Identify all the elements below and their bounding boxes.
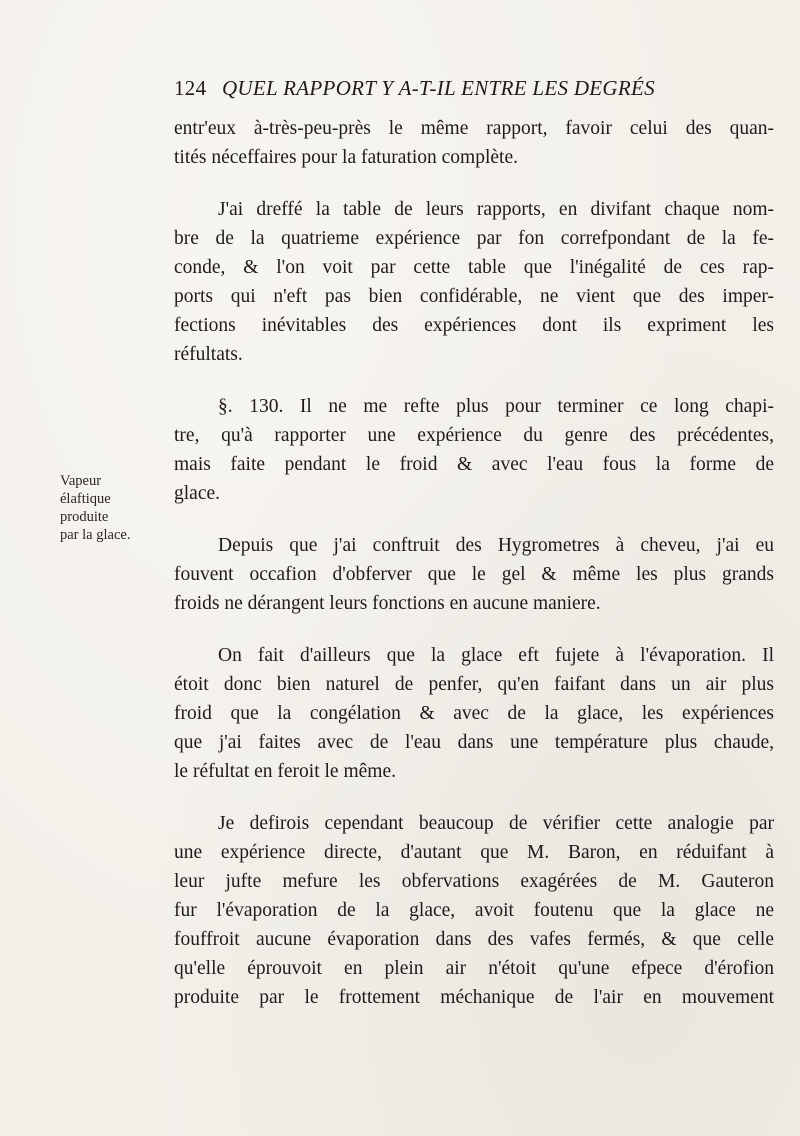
page-number: 124 (174, 76, 207, 100)
text-line: tre, qu'à rapporter une expérience du genre des précédentes, (174, 425, 774, 446)
text-line: tités néceffaires pour la faturation complète. (174, 147, 518, 168)
paragraph-table-of-ratios (174, 195, 774, 369)
text-line: mais faite pendant le froid & avec l'eau fous la forme de (174, 454, 774, 475)
text-line: leur jufte mefure les obfervations exagérées de M. Gauteron (174, 871, 774, 892)
body-text (174, 114, 774, 1012)
paragraph-baron-gauteron (174, 809, 774, 1012)
text-line: produite par le frottement méchanique de l'air en mouvement (174, 987, 774, 1008)
margin-note-line: Vapeur (60, 473, 102, 489)
text-line: le réfultat en feroit le même. (174, 761, 396, 782)
text-line: que j'ai faites avec de l'eau dans une température plus chaude, (174, 732, 774, 753)
paragraph-hygrometers (174, 531, 774, 618)
running-header (174, 76, 774, 101)
text-line: conde, & l'on voit par cette table que l'inégalité de ces rap- (174, 257, 774, 278)
text-line: On fait d'ailleurs que la glace eft fujete à l'évaporation. Il (218, 645, 774, 666)
paragraph-continuation (174, 114, 774, 172)
margin-note-line: produite (60, 509, 109, 525)
text-line: Je defirois cependant beaucoup de vérifier cette analogie par (218, 813, 774, 834)
margin-note-line: par la glace. (60, 527, 131, 543)
text-line: froids ne dérangent leurs fonctions en aucune maniere. (174, 593, 601, 614)
margin-note-line: élaftique (60, 491, 111, 507)
text-line: entr'eux à-très-peu-près le même rapport, favoir celui des quan- (174, 118, 774, 139)
running-title: QUEL RAPPORT Y A-T-IL ENTRE LES DEGRÉS (221, 76, 655, 100)
text-line: réfultats. (174, 344, 243, 365)
text-line: étoit donc bien naturel de penfer, qu'en faifant dans un air plus (174, 674, 774, 695)
text-line: froid que la congélation & avec de la glace, les expériences (174, 703, 774, 724)
text-line: fouvent occafion d'obferver que le gel & même les plus grands (174, 564, 774, 585)
paragraph-section-130 (174, 392, 774, 508)
text-line: Depuis que j'ai conftruit des Hygrometres à cheveu, j'ai eu (218, 535, 774, 556)
margin-note (60, 472, 155, 544)
paragraph-evaporation (174, 641, 774, 786)
text-line: J'ai dreffé la table de leurs rapports, en divifant chaque nom- (218, 199, 774, 220)
text-line: bre de la quatrieme expérience par fon correfpondant de la fe- (174, 228, 774, 249)
text-line: ports qui n'eft pas bien confidérable, ne vient que des imper- (174, 286, 774, 307)
text-line: qu'elle éprouvoit en plein air n'étoit qu'une efpece d'érofion (174, 958, 774, 979)
text-line: fouffroit aucune évaporation dans des vafes fermés, & que celle (174, 929, 774, 950)
text-line: fections inévitables des expériences dont ils expriment les (174, 315, 774, 336)
text-line: une expérience directe, d'autant que M. Baron, en réduifant à (174, 842, 774, 863)
text-line: fur l'évaporation de la glace, avoit foutenu que la glace ne (174, 900, 774, 921)
text-line: §. 130. Il ne me refte plus pour terminer ce long chapi- (218, 396, 774, 417)
text-line: glace. (174, 483, 221, 504)
